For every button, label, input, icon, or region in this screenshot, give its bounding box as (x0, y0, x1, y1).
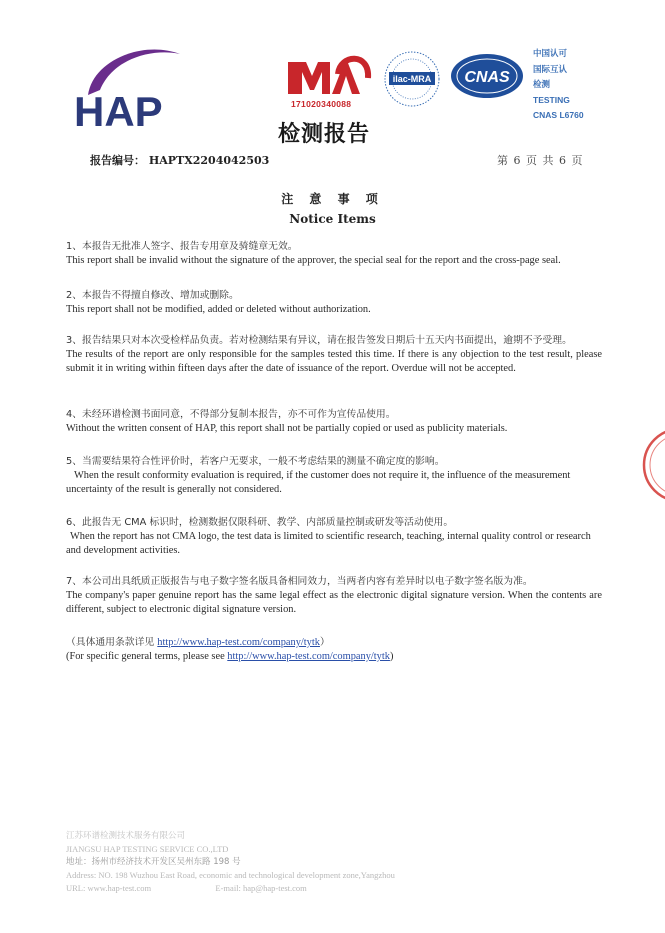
page-indicator: 第 6 页 共 6 页 (497, 154, 584, 167)
report-number: 报告编号： HAPTX2204042503 (90, 154, 270, 167)
notice-item-6 (66, 516, 602, 559)
notice-item-cn: 1、本报告无批准人签字、报告专用章及骑缝章无效。 (66, 241, 298, 252)
notice-item-cn: 2、本报告不得擅自修改、增加或删除。 (66, 290, 239, 301)
general-terms-cn-suffix: ） (319, 637, 330, 648)
general-terms-en-suffix: ) (389, 651, 394, 663)
notice-item-2 (66, 289, 602, 317)
general-terms-en-prefix: (For specific general terms, please see (66, 651, 228, 663)
notice-item-cn: 4、未经环谱检测书面同意，不得部分复制本报告，亦不可作为宣传品使用。 (66, 409, 396, 420)
general-terms-link-cn[interactable]: http://www.hap-test.com/company/tytk (157, 637, 320, 648)
cma-certificate-number: 171020340088 (291, 99, 352, 109)
footer-company-en: JIANGSU HAP TESTING SERVICE CO.,LTD (66, 844, 229, 854)
footer-address-cn: 地址：扬州市经济技术开发区吴州东路 198 号 (66, 857, 241, 867)
footer-company-cn: 江苏环谱检测技术服务有限公司 (66, 831, 186, 841)
notice-item-en: This report shall be invalid without the signature of the approver, the special seal for the report and the cross-page seal. (66, 255, 561, 267)
notice-item-7 (66, 575, 602, 618)
notice-item-cn: 3、报告结果只对本次受检样品负责。若对检测结果有异议，请在报告签发日期后十五天内书面提出，逾期不予受理。 (66, 335, 572, 346)
footer-contact (66, 882, 606, 895)
notice-item-5 (66, 455, 602, 498)
ilac-mra-logo (381, 50, 443, 108)
general-terms-cn (66, 636, 602, 650)
cnas-logo (449, 52, 525, 100)
notice-item-en: The company's paper genuine report has the same legal effect as the electronic digital signature version. When the contents are different, subject to electronic digital signature version. (66, 590, 602, 616)
notice-item-3 (66, 334, 602, 377)
footer-url: URL: www.hap-test.com (66, 883, 152, 893)
hap-logo (68, 40, 188, 140)
general-terms (66, 636, 602, 664)
general-terms-en (66, 650, 602, 664)
notice-item-en: Without the written consent of HAP, this report shall not be partially copied or used as publicity materials. (66, 423, 508, 435)
footer-address-en: Address: NO. 198 Wuzhou East Road, economic and technological development zone,Yangzhou (66, 870, 395, 880)
footer-email: E-mail: hap@hap-test.com (215, 883, 307, 893)
notice-item-4 (66, 408, 602, 436)
notice-item-cn: 6、此报告无 CMA 标识时，检测数据仅限科研、教学、内部质量控制或研发等活动使用。 (66, 517, 454, 528)
accreditation-line: 中国认可 (533, 48, 568, 58)
accreditation-block (533, 46, 584, 124)
notice-title-en: Notice Items (289, 212, 376, 226)
notice-item-cn: 7、本公司出具纸质正版报告与电子数字签名版具备相同效力，当两者内容有差异时以电子数字签名版为准。 (66, 576, 533, 587)
accreditation-line: 国际互认 (533, 63, 568, 74)
notice-item-1 (66, 240, 602, 268)
general-terms-cn-prefix: （具体通用条款详见 (66, 637, 158, 648)
svg-text:CNAS: CNAS (464, 69, 510, 86)
notice-item-cn: 5、当需要结果符合性评价时，若客户无要求，一般不考虑结果的测量不确定度的影响。 (66, 456, 445, 467)
cross-page-seal-fragment (640, 425, 665, 505)
footer (66, 830, 606, 895)
notice-item-en: When the result conformity evaluation is required, if the customer does not require it, the influence of the measurement uncertainty of the result is generally not considered. (66, 470, 571, 496)
svg-text:ilac-MRA: ilac-MRA (392, 74, 432, 84)
notice-item-en: The results of the report are only responsible for the samples tested this time. If there is any objection to the test result, please submit it in writing within fifteen days after the date of issuance of the report. Overdue will not be accepted. (66, 349, 602, 375)
accreditation-line: CNAS L6760 (533, 110, 584, 120)
notice-item-en: When the report has not CMA logo, the test data is limited to scientific research, teaching, internal quality control or research and development activities. (66, 531, 591, 557)
svg-text:HAP: HAP (74, 88, 163, 135)
notice-item-en: This report shall not be modified, added or deleted without authorization. (66, 304, 371, 316)
notice-title-cn: 注 意 事 项 (281, 192, 384, 206)
general-terms-link-en[interactable]: http://www.hap-test.com/company/tytk (227, 651, 390, 663)
document-title: 检测报告 (278, 122, 371, 147)
accreditation-line: TESTING (533, 94, 570, 105)
accreditation-line: 检测 (533, 79, 551, 89)
